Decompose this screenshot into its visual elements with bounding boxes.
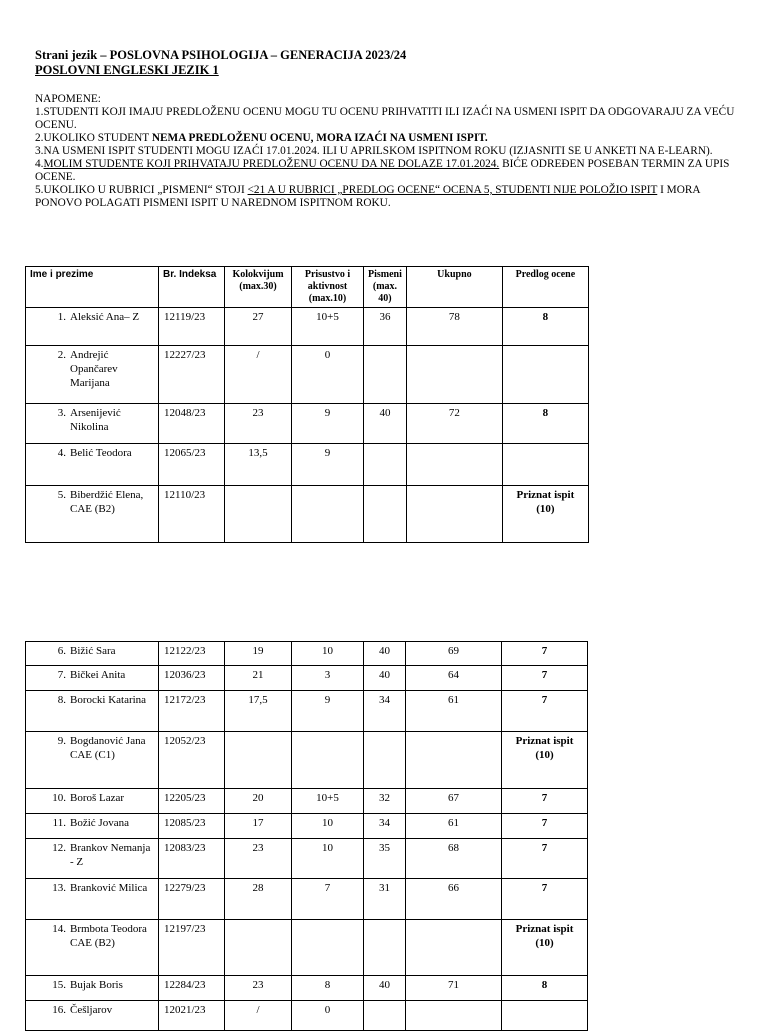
note-4-underlined: MOLIM STUDENTE KOJI PRIHVATAJU PREDLOŽENU OCENU DA NE DOLAZE 17.01.2024.: [43, 158, 500, 170]
note-5-tail: I MORA PONOVO POLAGATI PISMENI ISPIT U NAREDNOM ISPITNOM ROKU.: [35, 184, 700, 209]
cell-predlog: 7: [502, 642, 588, 666]
cell-ukupno: 61: [406, 814, 502, 839]
cell-predlog: 7: [502, 666, 588, 691]
student-name: Bujak Boris: [70, 979, 123, 991]
row-number: 16.: [52, 1004, 66, 1016]
student-name: Boroš Lazar: [70, 792, 125, 804]
cell-name: [26, 486, 159, 543]
cell-ukupno: 78: [406, 308, 502, 346]
cell-name: [26, 814, 159, 839]
cell-predlog: 7: [502, 691, 588, 732]
cell-name: [26, 1001, 159, 1031]
cell-prisustvo: 8: [292, 976, 364, 1001]
student-name: Andrejić Opančarev Marijana: [70, 349, 118, 389]
student-name: Arsenijević Nikolina: [70, 407, 121, 433]
cell-index: 12205/23: [159, 789, 225, 814]
cell-pismeni: 34: [364, 691, 406, 732]
col-header-index: Br. Indeksa: [159, 267, 225, 308]
note-5-underlined: <21 A U RUBRICI „PREDLOG OCENE“ OCENA 5, STUDENTI NIJE POLOŽIO ISPIT: [247, 184, 658, 196]
cell-name: [26, 666, 159, 691]
document-title: Strani jezik – POSLOVNA PSIHOLOGIJA – GENERACIJA 2023/24: [35, 48, 407, 62]
row-number: 13.: [52, 882, 66, 894]
cell-kolokvijum: /: [225, 1001, 292, 1031]
cell-pismeni: 40: [364, 976, 406, 1001]
cell-predlog: 8: [502, 976, 588, 1001]
cell-predlog: Priznat ispit (10): [502, 486, 588, 543]
table-header-row: [26, 267, 589, 308]
cell-prisustvo: 0: [292, 1001, 364, 1031]
cell-ukupno: 69: [406, 642, 502, 666]
cell-predlog: 8: [502, 404, 588, 444]
student-name: Božić Jovana: [70, 817, 129, 829]
note-2: [35, 132, 735, 145]
cell-prisustvo: [292, 920, 364, 976]
table-row: [26, 642, 588, 666]
cell-kolokvijum: 23: [225, 404, 292, 444]
cell-kolokvijum: [225, 732, 292, 789]
cell-pismeni: [364, 486, 407, 543]
student-name: Brmbota Teodora CAE (B2): [70, 923, 147, 949]
row-number: 2.: [57, 349, 66, 361]
cell-kolokvijum: 21: [225, 666, 292, 691]
cell-predlog: [502, 346, 588, 404]
student-name: Brankov Nemanja - Z: [70, 842, 151, 868]
cell-index: 12048/23: [159, 404, 225, 444]
grades-table-1: [25, 266, 589, 543]
cell-prisustvo: 10: [292, 642, 364, 666]
table-row: [26, 308, 589, 346]
row-number: 7.: [57, 669, 66, 681]
cell-index: 12284/23: [159, 976, 225, 1001]
table-row: [26, 920, 588, 976]
row-number: 12.: [52, 842, 66, 854]
row-number: 11.: [52, 817, 66, 829]
cell-prisustvo: 10+5: [292, 308, 364, 346]
cell-pismeni: 40: [364, 666, 406, 691]
student-name: Biberdžić Elena, CAE (B2): [70, 489, 144, 515]
cell-pismeni: [364, 1001, 406, 1031]
cell-kolokvijum: 17,5: [225, 691, 292, 732]
cell-index: 12036/23: [159, 666, 225, 691]
student-name: Češljarov: [70, 1004, 113, 1016]
cell-name: [26, 444, 159, 486]
cell-pismeni: [364, 732, 406, 789]
row-number: 15.: [52, 979, 66, 991]
cell-kolokvijum: 20: [225, 789, 292, 814]
grades-table-2: [25, 641, 588, 1031]
cell-kolokvijum: [225, 486, 292, 543]
student-name: Branković Milica: [70, 882, 148, 894]
cell-ukupno: [406, 920, 502, 976]
note-5: [35, 184, 735, 210]
cell-kolokvijum: 17: [225, 814, 292, 839]
col-header-name: Ime i prezime: [26, 267, 159, 308]
cell-index: 12119/23: [159, 308, 225, 346]
cell-pismeni: 36: [364, 308, 407, 346]
cell-kolokvijum: 23: [225, 976, 292, 1001]
cell-name: [26, 976, 159, 1001]
cell-pismeni: 31: [364, 879, 406, 920]
cell-name: [26, 839, 159, 879]
row-number: 4.: [57, 447, 66, 459]
cell-name: [26, 308, 159, 346]
cell-prisustvo: 10+5: [292, 789, 364, 814]
cell-index: 12085/23: [159, 814, 225, 839]
cell-kolokvijum: 19: [225, 642, 292, 666]
table-row: [26, 814, 588, 839]
cell-index: 12110/23: [159, 486, 225, 543]
col-header-prisustvo: Prisustvo i aktivnost (max.10): [292, 267, 364, 308]
cell-predlog: 7: [502, 814, 588, 839]
document-subtitle: POSLOVNI ENGLESKI JEZIK 1: [35, 63, 219, 77]
cell-ukupno: [406, 732, 502, 789]
cell-kolokvijum: /: [225, 346, 292, 404]
cell-prisustvo: 9: [292, 404, 364, 444]
table-row: [26, 666, 588, 691]
cell-index: 12122/23: [159, 642, 225, 666]
cell-prisustvo: 10: [292, 839, 364, 879]
student-name: Bižić Sara: [70, 645, 116, 657]
table-row: [26, 346, 589, 404]
cell-pismeni: 34: [364, 814, 406, 839]
table-row: [26, 486, 589, 543]
table-2-body: [26, 642, 588, 1031]
cell-kolokvijum: 27: [225, 308, 292, 346]
cell-prisustvo: 3: [292, 666, 364, 691]
note-2-text: 2.UKOLIKO STUDENT: [35, 132, 152, 144]
cell-name: [26, 732, 159, 789]
row-number: 8.: [57, 694, 66, 706]
cell-prisustvo: [292, 732, 364, 789]
cell-kolokvijum: [225, 920, 292, 976]
cell-prisustvo: 9: [292, 444, 364, 486]
table-row: [26, 839, 588, 879]
cell-index: 12083/23: [159, 839, 225, 879]
table-row: [26, 789, 588, 814]
note-1: 1.STUDENTI KOJI IMAJU PREDLOŽENU OCENU MOGU TU OCENU PRIHVATITI ILI IZAĆI NA USMENI ISPIT DA ODGOVARAJU ZA VEĆU OCENU.: [35, 106, 735, 131]
notes-section: [35, 93, 735, 210]
note-2-bold: NEMA PREDLOŽENU OCENU, MORA IZAĆI NA USMENI ISPIT.: [151, 132, 488, 144]
note-4-num: 4.: [35, 158, 44, 170]
cell-ukupno: 71: [406, 976, 502, 1001]
cell-prisustvo: 0: [292, 346, 364, 404]
cell-kolokvijum: 13,5: [225, 444, 292, 486]
cell-prisustvo: 9: [292, 691, 364, 732]
cell-ukupno: 67: [406, 789, 502, 814]
cell-ukupno: 66: [406, 879, 502, 920]
cell-ukupno: [406, 1001, 502, 1031]
row-number: 9.: [57, 735, 66, 747]
cell-prisustvo: 10: [292, 814, 364, 839]
cell-ukupno: 61: [406, 691, 502, 732]
cell-pismeni: 40: [364, 642, 406, 666]
student-name: Bičkei Anita: [70, 669, 126, 681]
note-4: [35, 158, 735, 184]
cell-index: 12172/23: [159, 691, 225, 732]
note-4-text: BIĆE ODREĐEN POSEBAN TERMIN ZA UPIS OCENE.: [35, 158, 730, 183]
student-name: Bogdanović Jana CAE (C1): [70, 735, 146, 761]
row-number: 5.: [57, 489, 66, 501]
cell-kolokvijum: 23: [225, 839, 292, 879]
cell-index: 12021/23: [159, 1001, 225, 1031]
cell-predlog: 7: [502, 839, 588, 879]
row-number: 10.: [52, 792, 66, 804]
cell-index: 12279/23: [159, 879, 225, 920]
cell-name: [26, 691, 159, 732]
cell-name: [26, 789, 159, 814]
table-row: [26, 732, 588, 789]
cell-index: 12065/23: [159, 444, 225, 486]
note-5-text: 5.UKOLIKO U RUBRICI „PISMENI“ STOJI: [35, 184, 248, 196]
cell-predlog: Priznat ispit (10): [502, 732, 588, 789]
cell-prisustvo: 7: [292, 879, 364, 920]
col-header-predlog: Predlog ocene: [502, 267, 588, 308]
col-header-kolokvijum: Kolokvijum (max.30): [225, 267, 292, 308]
cell-name: [26, 404, 159, 444]
cell-ukupno: [406, 444, 502, 486]
col-header-pismeni: Pismeni (max. 40): [364, 267, 407, 308]
cell-ukupno: [406, 346, 502, 404]
student-name: Borocki Katarina: [70, 694, 147, 706]
row-number: 6.: [57, 645, 66, 657]
cell-kolokvijum: 28: [225, 879, 292, 920]
cell-pismeni: 40: [364, 404, 407, 444]
cell-name: [26, 879, 159, 920]
cell-pismeni: 35: [364, 839, 406, 879]
cell-ukupno: 72: [406, 404, 502, 444]
cell-index: 12197/23: [159, 920, 225, 976]
student-name: Aleksić Ana– Z: [70, 311, 140, 323]
cell-ukupno: 64: [406, 666, 502, 691]
cell-ukupno: [406, 486, 502, 543]
cell-prisustvo: [292, 486, 364, 543]
table-row: [26, 444, 589, 486]
table-row: [26, 691, 588, 732]
table-row: [26, 879, 588, 920]
table-row: [26, 404, 589, 444]
cell-name: [26, 642, 159, 666]
document-header: [35, 48, 735, 78]
cell-predlog: [502, 1001, 588, 1031]
row-number: 3.: [57, 407, 66, 419]
cell-predlog: 8: [502, 308, 588, 346]
table-row: [26, 1001, 588, 1031]
table-row: [26, 976, 588, 1001]
row-number: 1.: [57, 311, 66, 323]
cell-pismeni: 32: [364, 789, 406, 814]
cell-pismeni: [364, 346, 407, 404]
table-1-body: [26, 308, 589, 543]
cell-predlog: [502, 444, 588, 486]
cell-name: [26, 346, 159, 404]
row-number: 14.: [52, 923, 66, 935]
cell-index: 12052/23: [159, 732, 225, 789]
note-3: 3.NA USMENI ISPIT STUDENTI MOGU IZAĆI 17.01.2024. ILI U APRILSKOM ISPITNOM ROKU (IZJASNITI SE U ANKETI NA E-LEARN).: [35, 145, 713, 157]
cell-predlog: Priznat ispit (10): [502, 920, 588, 976]
cell-pismeni: [364, 444, 407, 486]
cell-ukupno: 68: [406, 839, 502, 879]
cell-name: [26, 920, 159, 976]
cell-index: 12227/23: [159, 346, 225, 404]
notes-heading: NAPOMENE:: [35, 93, 101, 105]
cell-pismeni: [364, 920, 406, 976]
col-header-ukupno: Ukupno: [406, 267, 502, 308]
cell-predlog: 7: [502, 789, 588, 814]
cell-predlog: 7: [502, 879, 588, 920]
student-name: Belić Teodora: [70, 447, 132, 459]
